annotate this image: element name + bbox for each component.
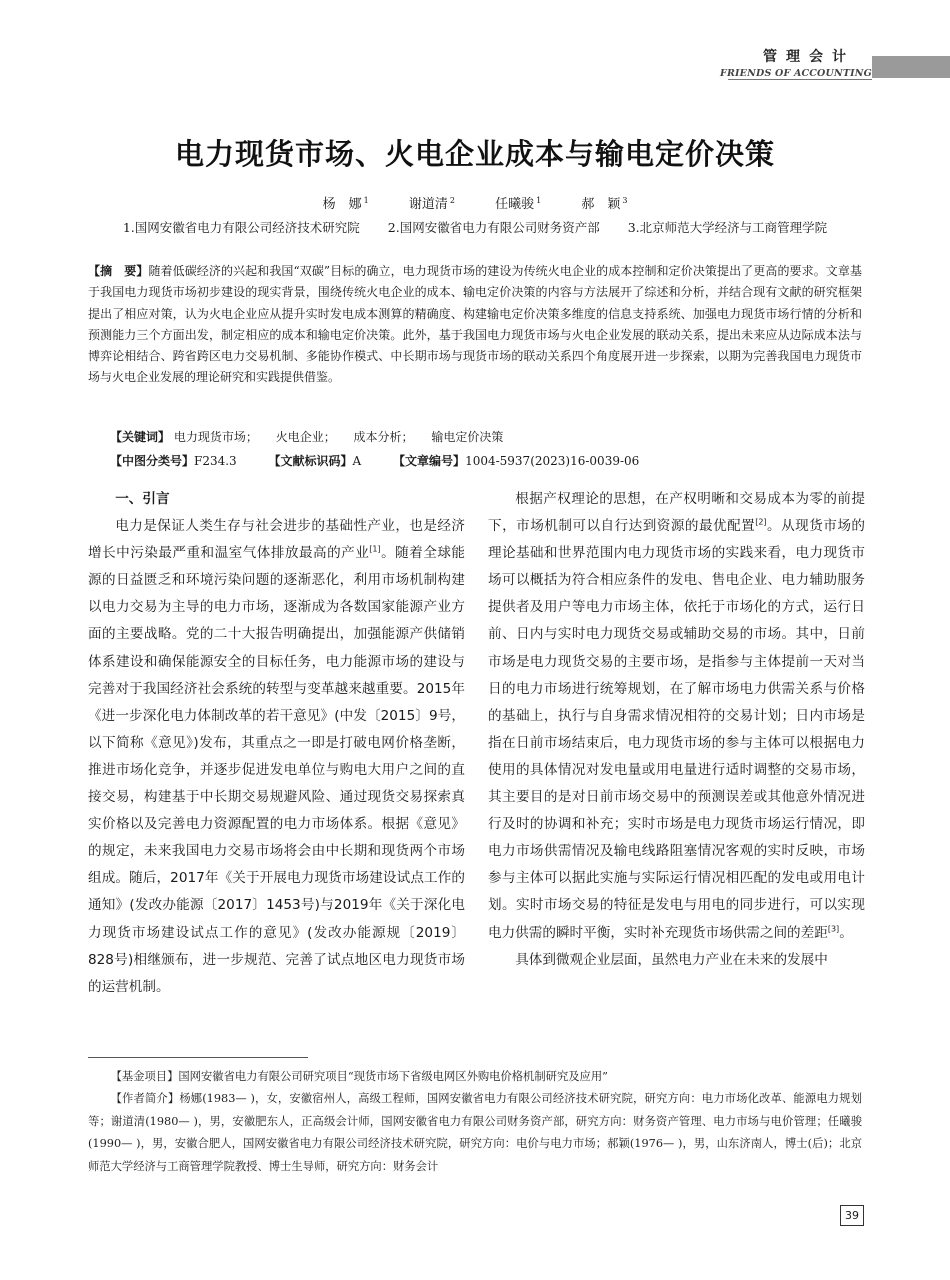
abstract: [88, 261, 862, 389]
clc-label: 【中图分类号】: [110, 454, 195, 468]
article-number-label: 【文章编号】: [393, 454, 466, 468]
footnote-rule: [88, 1057, 308, 1058]
article-number-value: 1004-5937(2023)16-0039-06: [465, 454, 640, 468]
affiliation: 1.国网安徽省电力有限公司经济技术研究院: [122, 220, 360, 235]
author: 郝 颖 $^3$: [581, 195, 628, 212]
keyword: 电力现货市场；: [173, 430, 258, 444]
section-heading: 一、引言: [115, 491, 170, 507]
paragraph: 电力是保证人类生存与社会进步的基础性产业，也是经济增长中污染最严重和温室气体排放最高的产业[1]。随着全球能源的日益匮乏和环境污染问题的逐渐恶化，利用市场机制构建以电力交易为主导的电力市场，逐渐成为各数国家能源产业方面的主要战略。党的二十大报告明确提出，加强能源产供储销体系建设和确保能源安全的目标任务，电力能源市场的建设与完善对于我国经济社会系统的转型与变革越来越重要。2015年《进一步深化电力体制改革的若干意见》(中发〔2015〕9号，以下简称《意见》)发布，其重点之一即是打破电网价格垄断，推进市场化竞争，并逐步促进发电单位与购电大用户之间的直接交易，构建基于中长期交易规避风险、通过现货交易探索真实价格以及完善电力资源配置的电力市场体系。根据《意见》的规定，未来我国电力交易市场将会由中长期和现货两个市场组成。随后，2017年《关于开展电力现货市场建设试点工作的通知》(发改办能源〔2017〕1453号)与2019年《关于深化电力现货市场建设试点工作的意见》(发改办能源规〔2019〕828号)相继颁布，进一步规范、完善了试点地区电力现货市场的运营机制。: [88, 518, 466, 995]
doc-code-label: 【文献标识码】: [268, 454, 353, 468]
body-column-right: [488, 486, 865, 974]
journal-title-en: FRIENDS OF ACCOUNTING: [720, 68, 872, 79]
keywords: [110, 428, 517, 445]
doc-code-value: A: [352, 454, 362, 468]
affiliation-list: [0, 218, 950, 236]
abstract-text: 随着低碳经济的兴起和我国“双碳”目标的确立，电力现货市场的建设为传统火电企业的成本控制和定价决策提出了更高的要求。文章基于我国电力现货市场初步建设的现实背景，围绕传统火电企业的成本、输电定价决策的内容与方法展开了综述和分析，并结合现有文献的研究框架提出了相应对策，认为火电企业应从提升实时发电成本测算的精确度、构建输电定价决策多维度的信息支持系统、加强电力现货市场行情的分析和预测能力三个方面出发，制定相应的成本和输电定价决策。此外，基于我国电力现货市场与火电企业发展的联动关系，提出未来应从边际成本法与博弈论相结合、跨省跨区电力交易机制、多能协作模式、中长期市场与现货市场的联动关系四个角度展开进一步探索，以期为完善我国电力现货市场与火电企业发展的理论研究和实践提供借鉴。: [88, 264, 862, 385]
keyword: 成本分析；: [353, 430, 414, 444]
keyword: 火电企业；: [275, 430, 336, 444]
paragraph: 根据产权理论的思想，在产权明晰和交易成本为零的前提下，市场机制可以自行达到资源的最优配置[2]。从现货市场的理论基础和世界范围内电力现货市场的实践来看，电力现货市场可以概括为符合相应条件的发电、售电企业、电力辅助服务提供者及用户等电力市场主体，依托于市场化的方式，运行日前、日内与实时电力现货交易或辅助交易的市场。其中，日前市场是电力现货交易的主要市场，是指参与主体提前一天对当日的电力市场进行统筹规划，在了解市场电力供需关系与价格的基础上，执行与自身需求情况相符的交易计划；日内市场是指在日前市场结束后，电力现货市场的参与主体可以根据电力使用的具体情况对发电量或用电量进行适时调整的交易市场，其主要目的是对日前市场交易中的预测误差或其他意外情况进行及时的协调和补充；实时市场是电力现货市场运行情况，即电力市场供需情况及输电线路阻塞情况客观的实时反映，市场参与主体可以据此实施与实际运行情况相匹配的发电或用电计划。实时市场交易的特征是发电与用电的同步进行，可以实现电力供需的瞬时平衡，实时补充现货市场供需之间的差距[3]。: [488, 491, 866, 941]
citation: [3]: [827, 923, 840, 933]
article-title: 电力现货市场、火电企业成本与输电定价决策: [174, 137, 775, 171]
citation: [1]: [369, 544, 381, 554]
classification: [110, 452, 667, 469]
header-rule: [728, 79, 872, 80]
author-bio-note: 【作者简介】杨娜(1983— )，女，安徽宿州人，高级工程师，国网安徽省电力有限公司经济技术研究院，研究方向：电力市场化改革、能源电力规划等；谢道清(1980— )，男，安徽肥东人，正高级会计师，国网安徽省电力有限公司财务资产部，研究方向：财务资产管理、电力市场与电价管理；任曦骏(1990— )，男，安徽合肥人，国网安徽省电力有限公司经济技术研究院，研究方向：电价与电力市场；郝颖(1976— )，男，山东济南人，博士(后)；北京师范大学经济与工商管理学院教授、博士生导师，研究方向：财务会计: [88, 1092, 862, 1173]
body-column-left: [88, 486, 465, 1001]
fund-note: 【基金项目】国网安徽省电力有限公司研究项目“现货市场下省级电网区外购电价格机制研究及应用”: [110, 1070, 608, 1083]
paragraph: 具体到微观企业层面，虽然电力产业在未来的发展中: [515, 951, 828, 968]
affiliation: 3.北京师范大学经济与工商管理学院: [627, 220, 828, 235]
author: 任曦骏 $^1$: [495, 195, 542, 212]
abstract-label: 【摘 要】: [88, 264, 149, 278]
author: 杨 娜 $^1$: [322, 195, 369, 212]
clc-value: F234.3: [194, 454, 237, 468]
keyword: 输电定价决策: [431, 430, 504, 444]
header-bar: [872, 56, 950, 78]
author: 谢道清 $^2$: [408, 195, 455, 212]
keywords-label: 【关键词】: [110, 430, 171, 444]
affiliation: 2.国网安徽省电力有限公司财务资产部: [387, 220, 600, 235]
citation: [2]: [755, 517, 767, 527]
footnotes: [88, 1066, 862, 1178]
page-number: 39: [840, 1205, 864, 1226]
journal-title-cn: 管理会计: [763, 49, 855, 65]
author-list: [0, 193, 950, 212]
